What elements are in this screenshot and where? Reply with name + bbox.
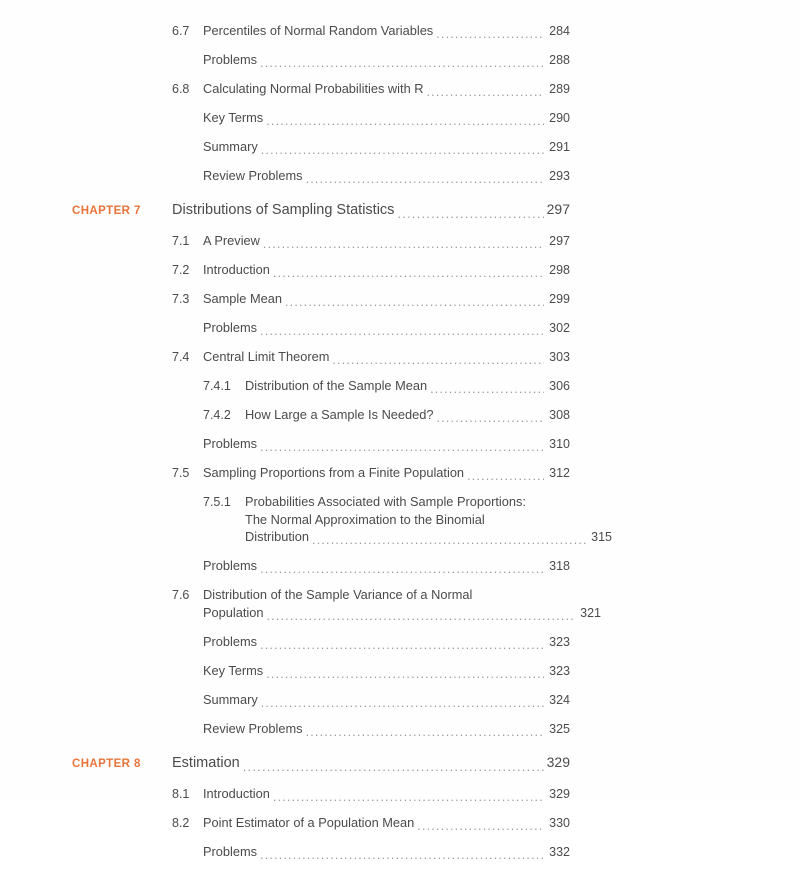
- dot-leader: [306, 171, 544, 185]
- entry-page-number: 330: [549, 816, 570, 830]
- entry-page-number: 303: [549, 350, 570, 364]
- entry-page-number: 312: [549, 466, 570, 480]
- toc-entry[interactable]: [0, 464, 800, 482]
- entry-title-line2: Population: [203, 605, 264, 620]
- dot-leader: [437, 410, 544, 424]
- entry-title: Problems: [203, 52, 258, 67]
- entry-title: Problems: [203, 634, 258, 649]
- toc-entry[interactable]: [0, 691, 800, 709]
- toc-entry-list: [0, 22, 800, 872]
- entry-page-number: 321: [580, 606, 601, 620]
- entry-page-number: 293: [549, 169, 570, 183]
- entry-title: Calculating Normal Probabilities with R: [203, 81, 424, 96]
- entry-page-number: 302: [549, 321, 570, 335]
- toc-entry[interactable]: [0, 348, 800, 366]
- entry-page-number: 325: [549, 722, 570, 736]
- dot-leader: [306, 724, 544, 738]
- entry-page-number: 324: [549, 693, 570, 707]
- entry-title: Review Problems: [203, 168, 303, 183]
- entry-page-number: 284: [549, 24, 570, 38]
- entry-title-line3: Distribution: [245, 529, 310, 544]
- entry-number: 7.2: [172, 263, 190, 277]
- toc-entry[interactable]: [0, 720, 800, 738]
- entry-page-number: 308: [549, 408, 570, 422]
- toc-entry[interactable]: [0, 167, 800, 185]
- dot-leader: [266, 666, 544, 680]
- entry-title: Point Estimator of a Population Mean: [203, 815, 415, 830]
- entry-title: Distribution of the Sample Variance of a Normal: [203, 587, 473, 602]
- entry-title: Percentiles of Normal Random Variables: [203, 23, 434, 38]
- toc-entry[interactable]: [0, 261, 800, 279]
- chapter-tag: CHAPTER 7: [72, 205, 141, 217]
- entry-title: Key Terms: [203, 663, 264, 678]
- dot-leader: [260, 847, 544, 861]
- dot-leader: [266, 113, 544, 127]
- entry-title: Problems: [203, 844, 258, 859]
- entry-title: Distribution of the Sample Mean: [245, 378, 428, 393]
- entry-title: Estimation: [172, 755, 240, 771]
- toc-entry[interactable]: [0, 843, 800, 861]
- entry-page-number: 323: [549, 635, 570, 649]
- entry-page-number: 298: [549, 263, 570, 277]
- entry-title: Problems: [203, 558, 258, 573]
- toc-entry[interactable]: [0, 319, 800, 337]
- dot-leader: [243, 758, 544, 773]
- entry-number: 7.4.2: [203, 408, 231, 422]
- entry-number: 6.7: [172, 24, 190, 38]
- dot-leader: [285, 294, 544, 308]
- toc-entry[interactable]: [0, 138, 800, 156]
- entry-title: Problems: [203, 320, 258, 335]
- dot-leader: [260, 637, 544, 651]
- entry-page-number: 318: [549, 559, 570, 573]
- dot-leader: [261, 142, 544, 156]
- entry-page-number: 297: [546, 201, 570, 217]
- entry-number: 8.2: [172, 816, 190, 830]
- toc-entry[interactable]: [0, 662, 800, 680]
- entry-title: Summary: [203, 692, 258, 707]
- dot-leader: [436, 26, 544, 40]
- entry-page-number: 306: [549, 379, 570, 393]
- dot-leader: [467, 468, 544, 482]
- toc-entry[interactable]: [0, 232, 800, 250]
- entry-title: Distributions of Sampling Statistics: [172, 202, 395, 218]
- toc-entry[interactable]: [0, 785, 800, 803]
- entry-number: 7.4: [172, 350, 190, 364]
- entry-number: 6.8: [172, 82, 190, 96]
- toc-entry[interactable]: [0, 557, 800, 575]
- entry-number: 7.5.1: [203, 495, 231, 509]
- toc-entry[interactable]: [0, 22, 800, 40]
- dot-leader: [260, 439, 544, 453]
- entry-title: Probabilities Associated with Sample Proportions:: [245, 494, 526, 509]
- entry-page-number: 329: [546, 754, 570, 770]
- entry-page-number: 297: [549, 234, 570, 248]
- entry-page-number: 329: [549, 787, 570, 801]
- entry-title: Key Terms: [203, 110, 264, 125]
- toc-entry[interactable]: [0, 80, 800, 98]
- entry-page-number: 291: [549, 140, 570, 154]
- toc-entry[interactable]: [0, 406, 800, 424]
- entry-title: Central Limit Theorem: [203, 349, 330, 364]
- dot-leader: [260, 323, 544, 337]
- dot-leader: [266, 608, 575, 622]
- entry-number: 7.6: [172, 588, 190, 602]
- entry-number: 8.1: [172, 787, 190, 801]
- entry-title: Introduction: [203, 262, 270, 277]
- toc-entry[interactable]: [0, 435, 800, 453]
- toc-entry[interactable]: [0, 633, 800, 651]
- entry-title: Review Problems: [203, 721, 303, 736]
- toc-entry[interactable]: [0, 754, 800, 773]
- entry-number: 7.3: [172, 292, 190, 306]
- entry-title: How Large a Sample Is Needed?: [245, 407, 434, 422]
- toc-entry[interactable]: [0, 290, 800, 308]
- dot-leader: [263, 236, 544, 250]
- entry-number: 7.5: [172, 466, 190, 480]
- entry-title: Problems: [203, 436, 258, 451]
- entry-title: Summary: [203, 139, 258, 154]
- dot-leader: [260, 55, 544, 69]
- entry-page-number: 288: [549, 53, 570, 67]
- toc-entry[interactable]: [0, 586, 800, 622]
- dot-leader: [273, 789, 544, 803]
- dot-leader: [417, 818, 544, 832]
- toc-entry[interactable]: [0, 109, 800, 127]
- dot-leader: [260, 561, 544, 575]
- entry-title: Sampling Proportions from a Finite Population: [203, 465, 465, 480]
- entry-title: Sample Mean: [203, 291, 282, 306]
- toc-entry[interactable]: [0, 51, 800, 69]
- entry-title-line2: The Normal Approximation to the Binomial: [245, 512, 485, 527]
- entry-page-number: 315: [591, 530, 612, 544]
- dot-leader: [261, 695, 544, 709]
- entry-page-number: 299: [549, 292, 570, 306]
- entry-title-last-line: [172, 604, 601, 622]
- entry-page-number: 289: [549, 82, 570, 96]
- entry-number: 7.1: [172, 234, 190, 248]
- chapter-tag: CHAPTER 8: [72, 758, 141, 770]
- dot-leader: [430, 381, 544, 395]
- entry-number: 7.4.1: [203, 379, 231, 393]
- toc-entry[interactable]: [0, 201, 800, 220]
- entry-page-number: 290: [549, 111, 570, 125]
- entry-page-number: 323: [549, 664, 570, 678]
- toc-entry[interactable]: [0, 814, 800, 832]
- toc-entry[interactable]: [0, 493, 800, 546]
- dot-leader: [312, 532, 586, 546]
- dot-leader: [273, 265, 544, 279]
- entry-page-number: 332: [549, 845, 570, 859]
- entry-title: A Preview: [203, 233, 260, 248]
- entry-title: Introduction: [203, 786, 270, 801]
- dot-leader: [397, 205, 544, 220]
- dot-leader: [426, 84, 544, 98]
- entry-title-last-line: [203, 528, 612, 546]
- toc-entry[interactable]: [0, 377, 800, 395]
- entry-page-number: 310: [549, 437, 570, 451]
- dot-leader: [332, 352, 544, 366]
